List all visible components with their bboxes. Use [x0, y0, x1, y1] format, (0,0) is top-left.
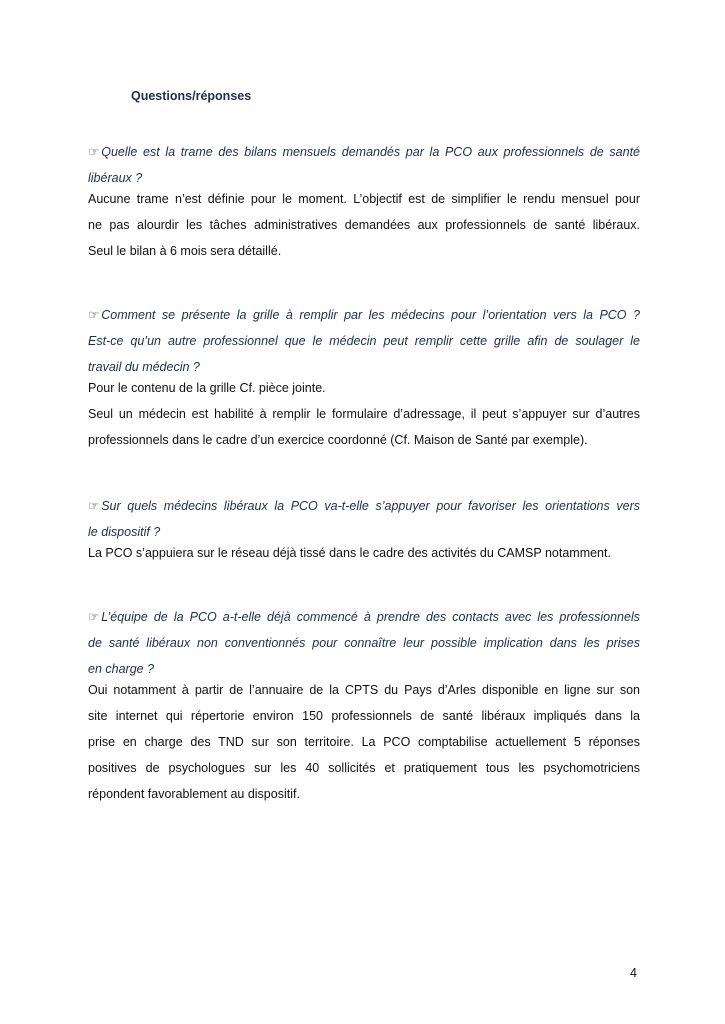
question-1 [88, 139, 640, 191]
question-line: ☞ Quelle est la trame des bilans mensuels demandés par la PCO aux professionnels de santé [88, 145, 640, 159]
answer-line: Seul un médecin est habilité à remplir le formulaire d’adressage, il peut s’appuyer sur d’autres [88, 407, 640, 421]
answer-3 [88, 540, 640, 566]
question-3 [88, 493, 640, 545]
answer-line: ne pas alourdir les tâches administratives demandées aux professionnels de santé libéraux. [88, 218, 640, 232]
qa-item-3 [88, 493, 640, 566]
answer-line: La PCO s’appuiera sur le réseau déjà tissé dans le cadre des activités du CAMSP notamment. [88, 546, 611, 560]
answer-line: professionnels dans le cadre d’un exercice coordonné (Cf. Maison de Santé par exemple). [88, 433, 588, 447]
page-number: 4 [630, 966, 637, 980]
qa-item-1 [88, 139, 640, 264]
answer-1 [88, 186, 640, 264]
pointing-hand-icon: ☞ [88, 145, 100, 159]
question-4 [88, 604, 640, 682]
pointing-hand-icon: ☞ [88, 308, 100, 322]
question-line: ☞ Sur quels médecins libéraux la PCO va-t-elle s’appuyer pour favoriser les orientations vers [88, 499, 640, 513]
question-line: le dispositif ? [88, 525, 161, 539]
answer-2 [88, 375, 640, 453]
page-title: Questions/réponses [131, 89, 252, 103]
pointing-hand-icon: ☞ [88, 610, 100, 624]
answer-4 [88, 677, 640, 807]
question-line: ☞ Comment se présente la grille à remplir par les médecins pour l’orientation vers la PCO ? [88, 308, 640, 322]
answer-line: site internet qui répertorie environ 150 professionnels de santé libéraux impliqués dans la [88, 709, 640, 723]
answer-line: Aucune trame n’est définie pour le moment. L’objectif est de simplifier le rendu mensuel pour [88, 192, 640, 206]
answer-line: Seul le bilan à 6 mois sera détaillé. [88, 244, 282, 258]
answer-line: Oui notamment à partir de l’annuaire de la CPTS du Pays d’Arles disponible en ligne sur son [88, 683, 640, 697]
question-line: libéraux ? [88, 171, 143, 185]
pointing-hand-icon: ☞ [88, 499, 100, 513]
question-line: en charge ? [88, 662, 155, 676]
answer-line: Pour le contenu de la grille Cf. pièce jointe. [88, 381, 326, 395]
answer-line: prise en charge des TND sur son territoire. La PCO comptabilise actuellement 5 réponses [88, 735, 640, 749]
answer-line: positives de psychologues sur les 40 sollicités et pratiquement tous les psychomotriciens [88, 761, 640, 775]
question-line: Est-ce qu’un autre professionnel que le médecin peut remplir cette grille afin de soulager le [88, 334, 640, 348]
question-2 [88, 302, 640, 380]
answer-line: répondent favorablement au dispositif. [88, 787, 300, 801]
question-line: ☞ L’équipe de la PCO a-t-elle déjà commencé à prendre des contacts avec les professionnels [88, 610, 640, 624]
qa-item-4 [88, 604, 640, 807]
question-line: de santé libéraux non conventionnés pour connaître leur possible implication dans les prises [88, 636, 640, 650]
question-line: travail du médecin ? [88, 360, 200, 374]
qa-item-2 [88, 302, 640, 453]
